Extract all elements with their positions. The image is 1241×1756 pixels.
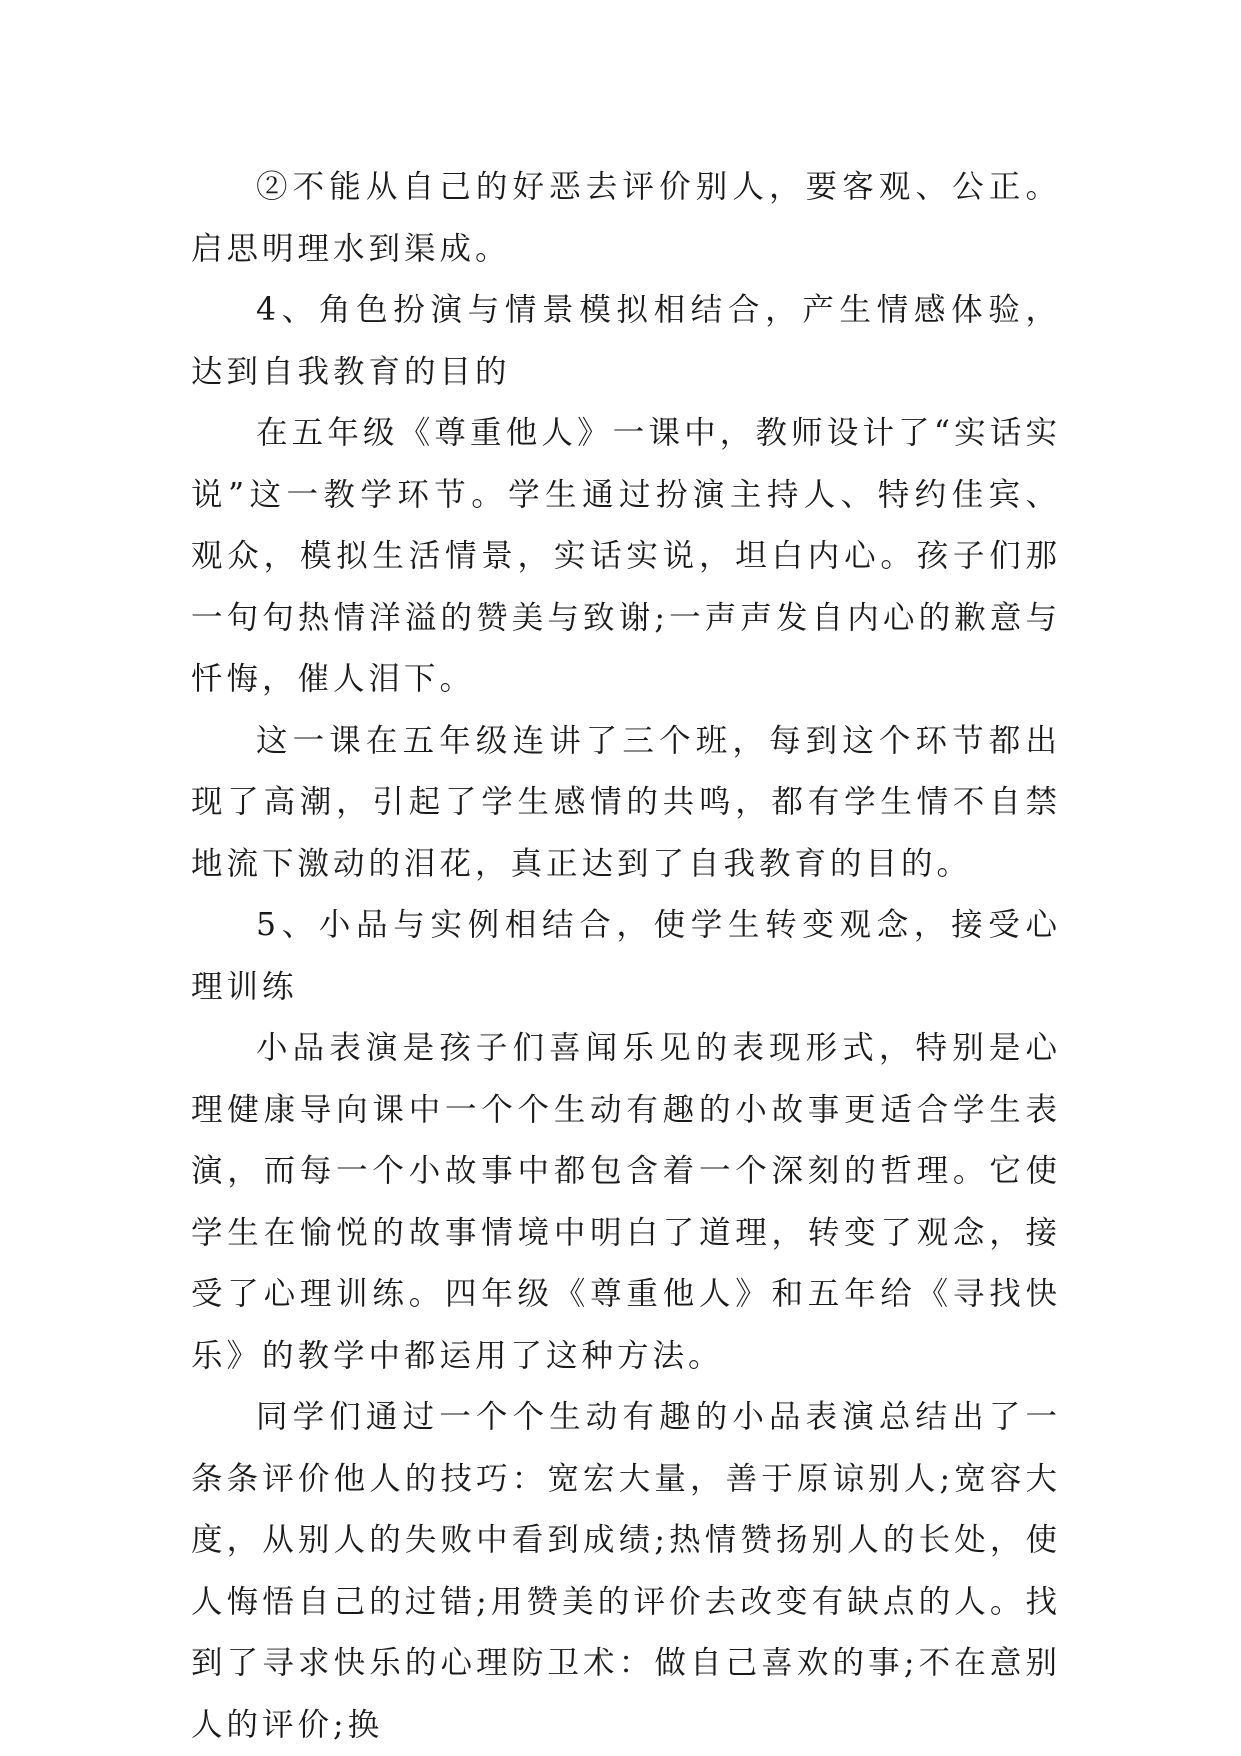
heading-role-play: 4、角色扮演与情景模拟相结合，产生情感体验，达到自我教育的目的 xyxy=(191,292,1061,390)
paragraph-evaluation-skills: 同学们通过一个个生动有趣的小品表演总结出了一条条评价他人的技巧：宽宏大量，善于原谅别人;宽容大度，从别人的失败中看到成绩;热情赞扬别人的长处，使人悔悟自己的过错;用赞美的评价去改变有缺点的人。找到了寻求快乐的心理防卫术：做自己喜欢的事;不在意别人的评价;换 xyxy=(191,1399,1061,1743)
document-body xyxy=(191,157,1061,1756)
heading-skits: 5、小品与实例相结合，使学生转变观念，接受心理训练 xyxy=(191,907,1061,1005)
paragraph-respect-others-lesson: 在五年级《尊重他人》一课中，教师设计了“实话实说”这一教学环节。学生通过扮演主持人、特约佳宾、观众，模拟生活情景，实话实说，坦白内心。孩子们那一句句热情洋溢的赞美与致谢;一声声发自内心的歉意与忏悔，催人泪下。 xyxy=(191,415,1061,697)
paragraph-three-classes: 这一课在五年级连讲了三个班，每到这个环节都出现了高潮，引起了学生感情的共鸣，都有学生情不自禁地流下激动的泪花，真正达到了自我教育的目的。 xyxy=(191,722,1061,882)
paragraph-skit-performance: 小品表演是孩子们喜闻乐见的表现形式，特别是心理健康导向课中一个个生动有趣的小故事更适合学生表演，而每一个小故事中都包含着一个深刻的哲理。它使学生在愉悦的故事情境中明白了道理，转变了观念，接受了心理训练。四年级《尊重他人》和五年给《寻找快乐》的教学中都运用了这种方法。 xyxy=(191,1030,1061,1374)
paragraph-evaluate-objectively: ②不能从自己的好恶去评价别人，要客观、公正。启思明理水到渠成。 xyxy=(191,169,1061,267)
